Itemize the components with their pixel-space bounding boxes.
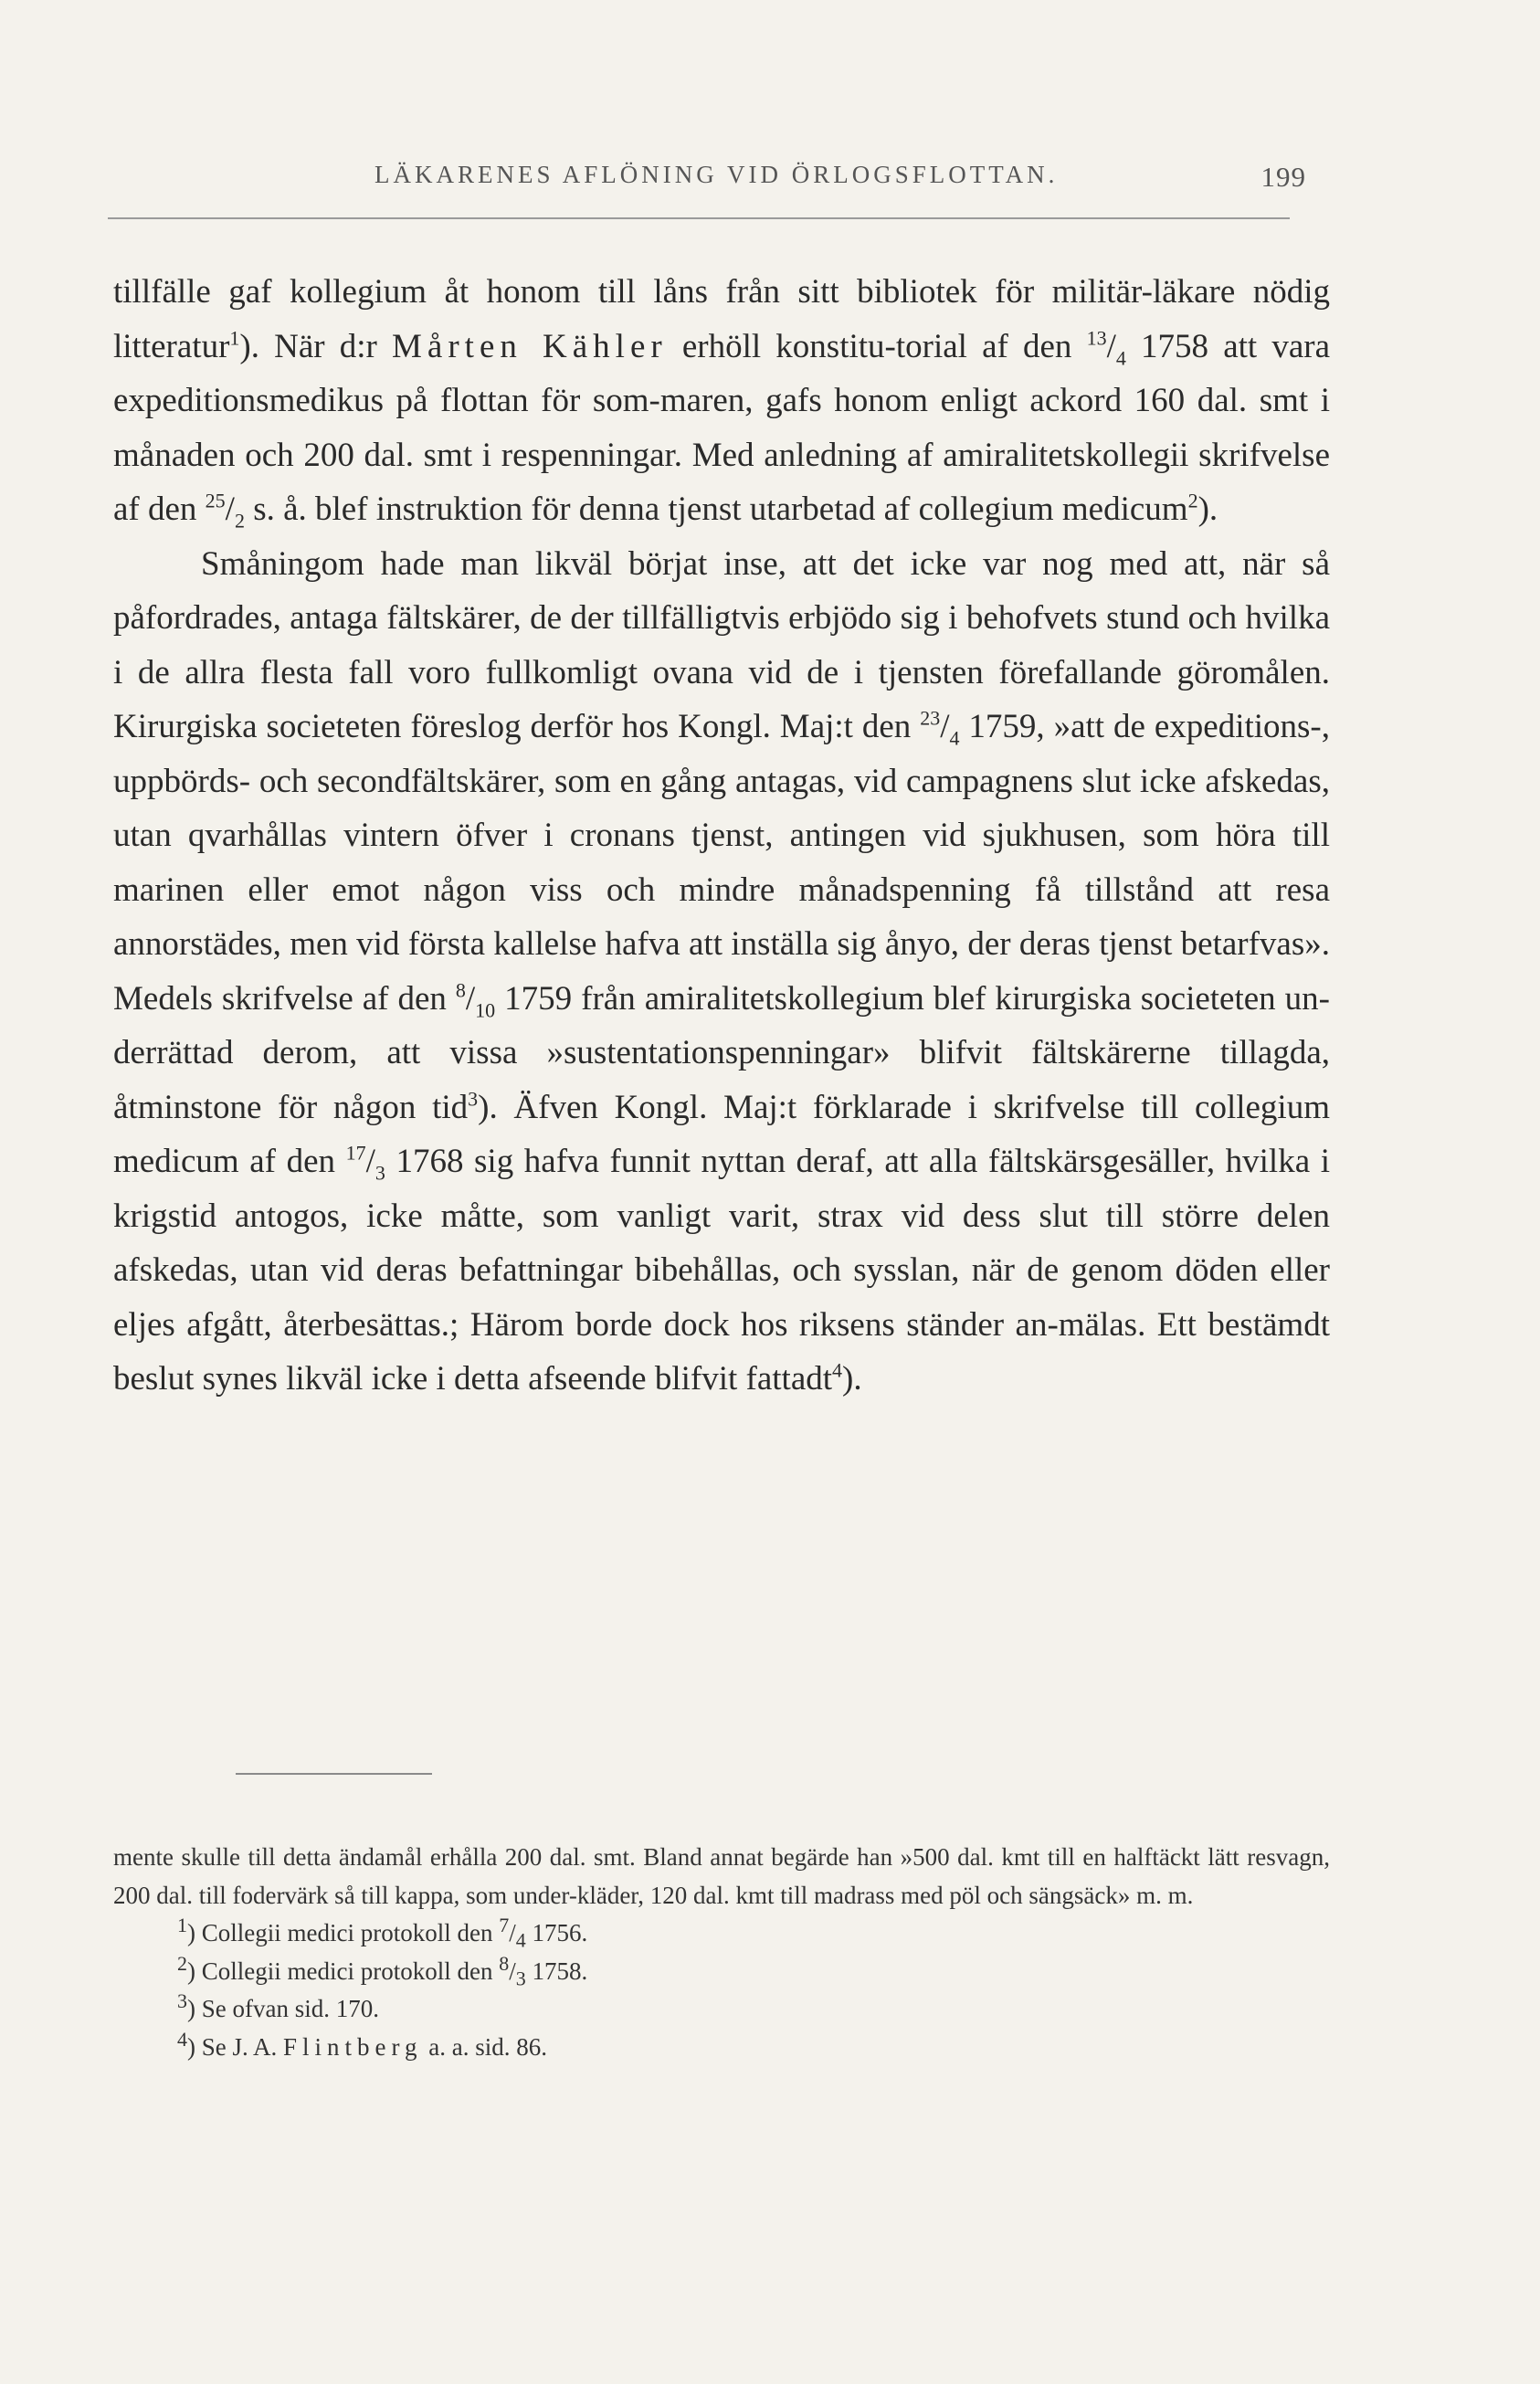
footnote-continuation: mente skulle till detta ändamål erhålla 200 dal. smt. Bland annat begärde han »500 dal. kmt till en halftäckt lätt resvagn, 200 dal. till fodervärk så till kappa, som under-kläder, 120 dal. kmt till madrass med pöl och sängsäck» m. m. [113, 1843, 1330, 1909]
footnote-separator [236, 1773, 432, 1775]
running-title: LÄKARENES AFLÖNING VID ÖRLOGSFLOTTAN. [374, 161, 1059, 188]
footnote-1: $^1$) Collegii medici protokoll den $^7/_4$ 1756. [177, 1914, 588, 1952]
footnote-4: $^4$) Se J. A. Flintberg a. a. sid. 86. [177, 2027, 548, 2061]
date-numerator: 25 [205, 489, 226, 512]
person-name: Mårten Kähler [392, 327, 668, 365]
date-numerator: 23 [920, 706, 941, 730]
date-denominator: 10 [475, 997, 496, 1021]
footnotes [113, 1839, 1330, 2066]
date-numerator: 13 [1086, 326, 1107, 350]
main-text [113, 265, 1330, 1407]
person-name: Flintberg [283, 2032, 423, 2061]
date-numerator: 17 [345, 1141, 366, 1165]
date-numerator: 8 [455, 978, 466, 1002]
footnote-3: $^3$) Se ofvan sid. 170. [177, 1989, 379, 2022]
footnote-ref: 1 [229, 326, 240, 350]
date-denominator: 4 [1115, 345, 1126, 369]
paragraph-2: Småningom hade man likväl börjat inse, att det icke var nog med att, när så påfordrades, antaga fältskärer, de der tillfälligtvis erbjödo sig i behofvets stund och hvilka i de allra flesta fall voro fullkomligt ovana vid de i tjensten förefallande göromålen. Kirurgiska societeten föreslog derför hos Kongl. Maj:t den $^{23}/_4$ 1759, »att de expeditions-, uppbörds- och secondfältskärer, som en gång antagas, vid campagnens slut icke afskedas, utan qvarhållas vintern öfver i cronans tjenst, antingen vid sjukhusen, som höra till marinen eller emot någon viss och mindre månadspenning få tillstånd att resa annorstädes, men vid första kallelse hafva att inställa sig ånyo, der deras tjenst betarfvas». Medels skrifvelse af den $^8/_{10}$ 1759 från amiralitetskollegium blef kirurgiska societeten un-derrättad derom, att vissa »sustentationspenningar» blifvit fältskärerne tillagda, åtminstone för någon tid$^3$). Äfven Kongl. Maj:t förklarade i skrifvelse till collegium medicum af den $^{17}/_3$ 1768 sig hafva funnit nyttan deraf, att alla fältskärsgesäller, hvilka i krigstid antogos, icke måtte, som vanligt varit, strax vid dess slut till större delen afskedas, utan vid deras befattningar bibehållas, och sysslan, när de genom döden eller eljes afgått, återbesättas.; Härom borde dock hos riksens ständer an-mälas. Ett bestämdt beslut synes likväl icke i detta afseende blifvit fattadt$^4$). [113, 544, 1331, 1398]
footnote-2: $^2$) Collegii medici protokoll den $^8/_3$ 1758. [177, 1951, 588, 1989]
footnote-ref: 2 [1187, 489, 1198, 512]
footnote-ref: 3 [468, 1087, 479, 1111]
date-denominator: 2 [234, 509, 245, 533]
date-denominator: 3 [374, 1161, 385, 1185]
paragraph-1: tillfälle gaf kollegium åt honom till låns från sitt bibliotek för militär-läkare nödig litteratur$^1$). När d:r Mårten Kähler erhöll konstitu-torial af den $^{13}/_4$ 1758 att vara expeditionsmedikus på flottan för som-maren, gafs honom enligt ackord 160 dal. smt i månaden och 200 dal. smt i respenningar. Med anledning af amiralitetskollegii skrifvelse af den $^{25}/_2$ s. å. blef instruktion för denna tjenst utarbetad af collegium medicum$^2$). [113, 273, 1330, 533]
header-rule [108, 217, 1290, 219]
date-denominator: 4 [949, 726, 960, 750]
page-number: 199 [1260, 161, 1306, 193]
footnote-ref: 4 [832, 1358, 843, 1382]
